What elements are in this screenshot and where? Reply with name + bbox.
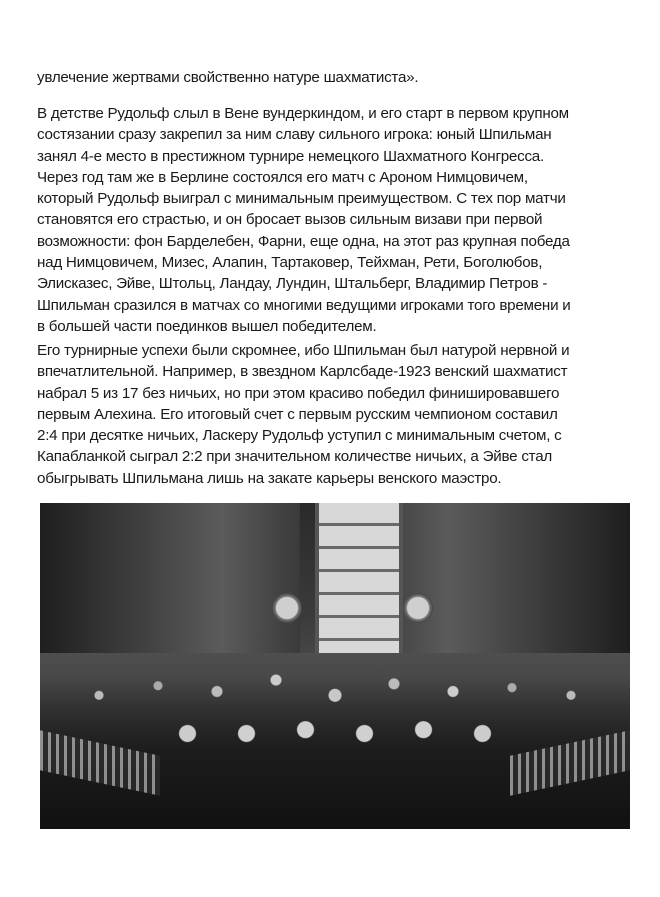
text-line: увлечение жертвами свойственно натуре шахматиста». — [37, 69, 419, 86]
wall-clock-icon — [403, 593, 433, 623]
text-line: состязании сразу закрепил за ним славу сильного игрока: юный Шпильман — [37, 126, 552, 144]
text-line: который Рудольф выиграл с минимальным преимуществом. С тех пор матчи — [37, 190, 566, 208]
text-line: обыгрывать Шпильмана лишь на закате карьеры венского маэстро. — [37, 469, 502, 487]
crowd-of-players — [40, 638, 630, 829]
paragraph-childhood — [37, 103, 637, 337]
paragraph-quote-end — [37, 67, 637, 88]
hall-window — [315, 503, 403, 653]
text-line: впечатлительной. Например, в звездном Карлсбаде-1923 венский шахматист — [37, 363, 568, 381]
text-line: возможности: фон Барделебен, Фарни, еще одна, на этот раз крупная победа — [37, 232, 570, 250]
text-line: становятся его страстью, и он бросает вызов сильным визави при первой — [37, 211, 543, 229]
wall-clock-icon — [272, 593, 302, 623]
text-line: первым Алехина. Его итоговый счет с первым русским чемпионом составил — [37, 405, 558, 423]
text-line: Элисказес, Эйве, Штольц, Ландау, Лундин, Штальберг, Владимир Петров - — [37, 275, 548, 293]
text-line: набрал 5 из 17 без ничьих, но при этом красиво победил финишировавшего — [37, 384, 560, 402]
text-line: в большей части поединков вышел победителем. — [37, 317, 377, 335]
text-line: Через год там же в Берлине состоялся его матч с Ароном Нимцовичем, — [37, 168, 528, 186]
historical-chess-hall-photo — [40, 503, 630, 829]
paragraph-tournaments — [37, 340, 637, 489]
text-line: В детстве Рудольф слыл в Вене вундеркиндом, и его старт в первом крупном — [37, 105, 569, 122]
text-line: Его турнирные успехи были скромнее, ибо Шпильман был натурой нервной и — [37, 342, 570, 359]
text-line: 2:4 при десятке ничьих, Ласкеру Рудольф уступил с минимальным счетом, с — [37, 427, 562, 445]
text-line: занял 4-е место в престижном турнире немецкого Шахматного Конгресса. — [37, 147, 544, 165]
text-line: над Нимцовичем, Мизес, Алапин, Тартаковер, Тейхман, Рети, Боголюбов, — [37, 254, 543, 272]
text-line: Шпильман сразился в матчах со многими ведущими игроками того времени и — [37, 296, 571, 314]
text-line: Капабланкой сыграл 2:2 при значительном количестве ничьих, а Эйве стал — [37, 448, 553, 466]
